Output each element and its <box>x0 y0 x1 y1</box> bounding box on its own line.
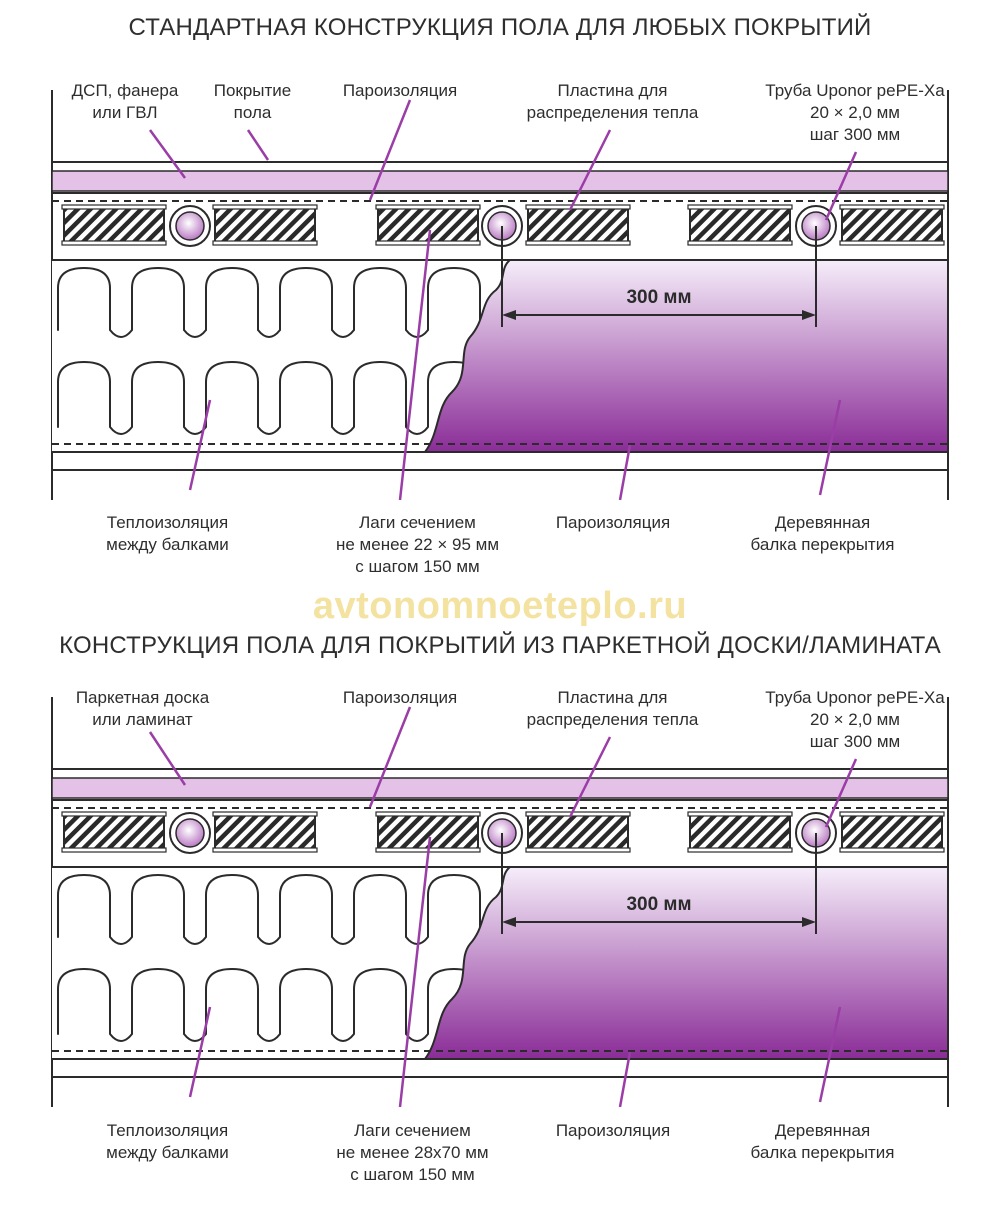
heating-pipe <box>176 819 204 847</box>
heat-plate <box>526 205 630 209</box>
label-joists: Лаги сечением не менее 22 × 95 мм с шагом 150 мм <box>335 513 500 576</box>
label-heat-plate: Пластина для распределения тепла <box>526 81 699 122</box>
heat-plate <box>213 812 317 816</box>
joist <box>215 813 315 851</box>
parquet-layer <box>52 778 948 798</box>
label-vapor-barrier-bottom: Пароизоляция <box>555 1121 671 1140</box>
heat-plate <box>840 241 944 245</box>
joist <box>64 206 164 244</box>
dimension-label: 300 мм <box>626 894 692 915</box>
heat-plate <box>62 241 166 245</box>
heat-plate <box>213 848 317 852</box>
heat-plate <box>688 241 792 245</box>
watermark: avtonomnoeteplo.ru <box>312 585 688 627</box>
joist <box>842 206 942 244</box>
label-vapor-barrier-top: Пароизоляция <box>342 81 458 100</box>
label-insulation: Теплоизоляция между балками <box>106 1121 229 1162</box>
floor-construction-diagram-1 <box>0 80 1000 500</box>
joist <box>690 206 790 244</box>
heat-plate <box>526 241 630 245</box>
dimension-label: 300 мм <box>626 287 692 308</box>
diagram-2-title: КОНСТРУКЦИЯ ПОЛА ДЛЯ ПОКРЫТИЙ ИЗ ПАРКЕТНОЙ ДОСКИ/ЛАМИНАТА <box>59 632 941 659</box>
heat-plate <box>688 205 792 209</box>
label-insulation: Теплоизоляция между балками <box>106 513 229 554</box>
joist <box>842 813 942 851</box>
joist <box>215 206 315 244</box>
heat-plate <box>213 205 317 209</box>
label-floor-cover: Покрытие пола <box>213 81 292 122</box>
heat-plate <box>840 848 944 852</box>
floor-construction-diagram-2 <box>0 687 1000 1107</box>
heat-plate <box>376 812 480 816</box>
heat-plate <box>62 812 166 816</box>
label-vapor-barrier-bottom: Пароизоляция <box>555 513 671 532</box>
heat-plate <box>62 205 166 209</box>
label-wooden-beam: Деревянная балка перекрытия <box>750 1121 895 1162</box>
diagram-1-title: СТАНДАРТНАЯ КОНСТРУКЦИЯ ПОЛА ДЛЯ ЛЮБЫХ ПОКРЫТИЙ <box>128 14 872 41</box>
heat-plate <box>213 241 317 245</box>
heat-plate <box>526 848 630 852</box>
heat-plate <box>688 812 792 816</box>
label-pipe: Труба Uponor pePE-Xa 20 × 2,0 мм шаг 300 мм <box>765 688 945 751</box>
leader-line <box>620 1052 630 1107</box>
leader-line <box>150 732 185 785</box>
leader-line <box>620 445 630 500</box>
joist <box>528 206 628 244</box>
label-parquet: Паркетная доска или ламинат <box>75 688 210 729</box>
label-wooden-beam: Деревянная балка перекрытия <box>750 513 895 554</box>
label-heat-plate: Пластина для распределения тепла <box>526 688 699 729</box>
leader-line <box>248 130 268 160</box>
heat-plate <box>688 848 792 852</box>
label-vapor-barrier-top: Пароизоляция <box>342 688 458 707</box>
heat-plate <box>840 205 944 209</box>
heat-plate <box>526 812 630 816</box>
label-pipe: Труба Uponor pePE-Xa 20 × 2,0 мм шаг 300 мм <box>765 81 945 144</box>
joist <box>690 813 790 851</box>
joist <box>528 813 628 851</box>
label-joists: Лаги сечением не менее 28х70 мм с шагом 150 мм <box>336 1121 489 1184</box>
heating-pipe <box>176 212 204 240</box>
heat-plate <box>62 848 166 852</box>
heat-plate <box>376 205 480 209</box>
label-chipboard: ДСП, фанера или ГВЛ <box>71 81 179 122</box>
heat-plate <box>840 812 944 816</box>
floor-cover-layer <box>52 171 948 191</box>
joist <box>64 813 164 851</box>
